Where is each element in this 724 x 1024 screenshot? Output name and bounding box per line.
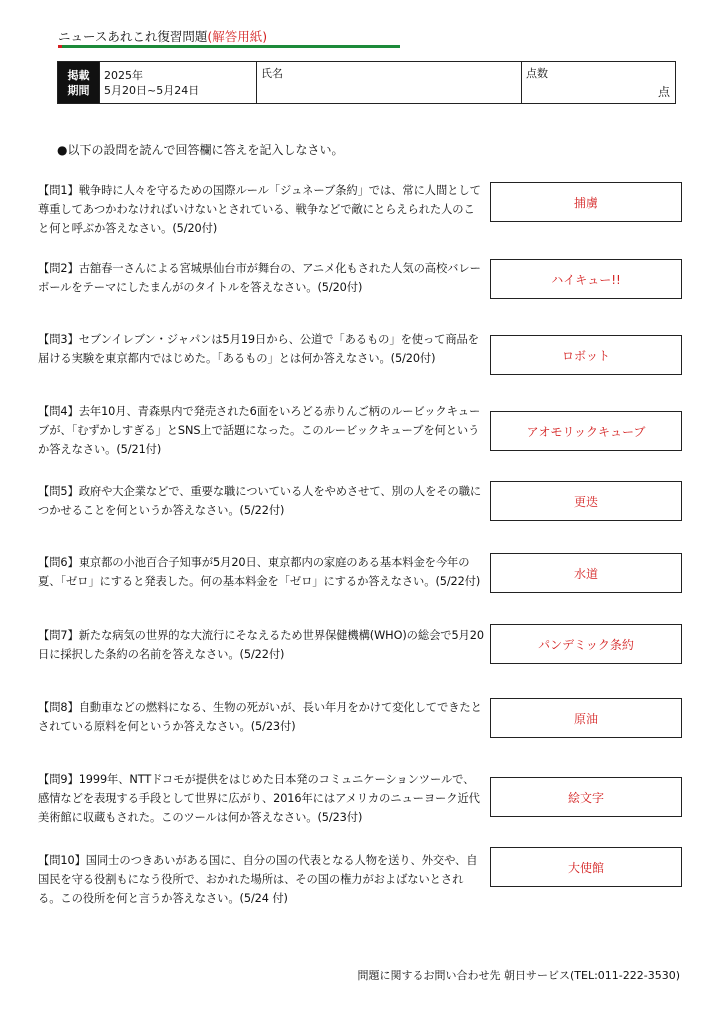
answer-text: ロボット [561, 348, 610, 363]
question-number: 【問6】 [38, 556, 79, 569]
period-label-line1: 掲載 [67, 68, 90, 82]
answer-box-6[interactable] [490, 553, 682, 593]
question-text: 1999年、NTTドコモが提供をはじめた日本発のコミュニケーションツールで、感情などを表現する手段として世界に広がり、2016年にはアメリカのニューヨーク近代美術館に収蔵もされた。このツールは何か答えなさい。(5/23付) [38, 773, 480, 824]
question-text: 去年10月、青森県内で発売された6面をいろどる赤りんご柄のルービックキューブが、「むずかしすぎる」とSNS上で話題になった。このルービックキューブを何というか答えなさい。(5/21付) [38, 405, 481, 456]
page-title [58, 27, 267, 45]
period-label [58, 62, 100, 104]
question-6 [38, 553, 484, 591]
answer-box-10[interactable] [490, 847, 682, 887]
answer-text: パンデミック条約 [538, 637, 634, 652]
answer-box-8[interactable] [490, 698, 682, 738]
question-text: 国同士のつきあいがある国に、自分の国の代表となる人物を送り、外交や、自国民を守る役割もになう役所で、おかれた場所は、その国の権力がおよばないとされる。この役所を何と言うか答えなさい。(5/24 付) [38, 854, 478, 905]
answer-text: 絵文字 [567, 790, 604, 805]
question-number: 【問5】 [38, 485, 79, 498]
answer-text: 原油 [573, 711, 598, 726]
question-number: 【問1】 [38, 184, 79, 197]
question-number: 【問7】 [38, 629, 79, 642]
period-dates: 5月20日~5月24日 [104, 84, 200, 97]
title-text: ニュースあれこれ復習問題 [58, 29, 208, 44]
answer-text: 更迭 [573, 494, 598, 509]
question-text: 新たな病気の世界的な大流行にそなえるため世界保健機構(WHO)の総会で5月20日に採択した条約の名前を答えなさい。(5/22付) [38, 629, 484, 661]
info-table [57, 61, 676, 104]
question-number: 【問3】 [38, 333, 79, 346]
question-text: 政府や大企業などで、重要な職についている人をやめさせて、別の人をその職につかせることを何というか答えなさい。(5/22付) [38, 485, 482, 517]
answer-box-3[interactable] [490, 335, 682, 375]
question-9 [38, 770, 484, 827]
question-number: 【問10】 [38, 854, 86, 867]
question-number: 【問8】 [38, 701, 79, 714]
question-text: セブンイレブン・ジャパンは5月19日から、公道で「あるもの」を使って商品を届ける実験を東京都内ではじめた。「あるもの」とは何か答えなさい。(5/20付) [38, 333, 479, 365]
question-4 [38, 402, 484, 459]
answer-text: ハイキュー!! [551, 272, 621, 287]
contact-footer: 問題に関するお問い合わせ先 朝日サービス(TEL:011-222-3530) [357, 969, 680, 982]
answer-box-2[interactable] [490, 259, 682, 299]
score-label: 点数 [526, 67, 548, 80]
period-label-line2: 期間 [67, 83, 90, 97]
question-1 [38, 181, 484, 238]
answer-box-9[interactable] [490, 777, 682, 817]
question-10 [38, 851, 484, 908]
question-number: 【問4】 [38, 405, 79, 418]
score-unit: 点 [657, 85, 670, 99]
title-underline [58, 45, 400, 48]
answer-box-1[interactable] [490, 182, 682, 222]
answer-text: アオモリックキューブ [526, 424, 646, 439]
question-8 [38, 698, 484, 736]
question-text: 戦争時に人々を守るための国際ルール「ジュネーブ条約」では、常に人間として尊重してあつかわなければいけないとされている、戦争などで敵にとらえられた人のこと何と呼ぶか答えなさい。(5/20付) [38, 184, 481, 235]
question-number: 【問2】 [38, 262, 79, 275]
period-year: 2025年 [104, 69, 143, 82]
question-text: 東京都の小池百合子知事が5月20日、東京都内の家庭のある基本料金を今年の夏、「ゼロ」にすると発表した。何の基本料金を「ゼロ」にするか答えなさい。(5/22付) [38, 556, 481, 588]
question-5 [38, 482, 484, 520]
question-text: 古舘春一さんによる宮城県仙台市が舞台の、アニメ化もされた人気の高校バレーボールをテーマにしたまんがのタイトルを答えなさい。(5/20付) [38, 262, 481, 294]
answer-box-5[interactable] [490, 481, 682, 521]
answer-text: 捕虜 [573, 195, 598, 210]
period-value [100, 62, 257, 104]
question-number: 【問9】 [38, 773, 79, 786]
answer-box-7[interactable] [490, 624, 682, 664]
question-text: 自動車などの燃料になる、生物の死がいが、長い年月をかけて変化してできたとされている原料を何というか答えなさい。(5/23付) [38, 701, 482, 733]
score-field[interactable] [522, 62, 676, 104]
name-field[interactable] [257, 62, 522, 104]
name-label: 氏名 [261, 67, 283, 80]
question-2 [38, 259, 484, 297]
title-subtitle: (解答用紙) [207, 29, 268, 44]
instruction-text: ●以下の設問を読んで回答欄に答えを記入しなさい。 [57, 143, 344, 157]
question-7 [38, 626, 484, 664]
answer-box-4[interactable] [490, 411, 682, 451]
question-3 [38, 330, 484, 368]
answer-text: 水道 [573, 566, 598, 581]
answer-text: 大使館 [567, 860, 604, 875]
